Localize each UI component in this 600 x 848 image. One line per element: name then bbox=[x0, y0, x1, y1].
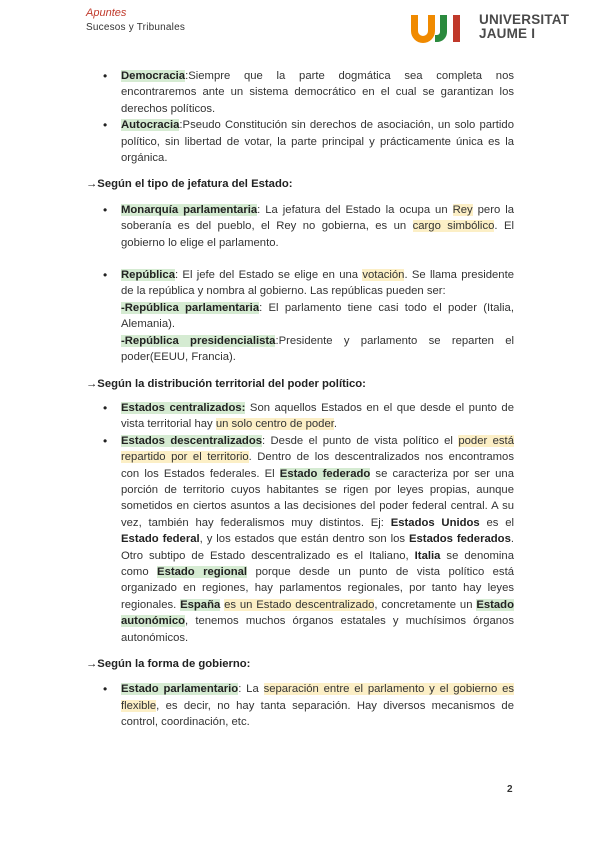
term-monarquia: Monarquía parlamentaria bbox=[121, 203, 258, 216]
gobierno-list bbox=[86, 681, 514, 730]
list-item-democracia bbox=[86, 68, 514, 117]
logo-line1: UNIVERSITAT bbox=[479, 12, 570, 27]
text-fragment: : La jefatura del Estado la ocupa un bbox=[257, 203, 453, 216]
term-estado-federado: Estado federado bbox=[279, 467, 371, 480]
highlight-separacion: separación entre el parlamento y el gobierno es flexible bbox=[121, 683, 514, 712]
text-fragment: es el bbox=[479, 516, 514, 529]
text-fragment: pero la soberanía es del pueblo, el Rey no gobierna, es un bbox=[121, 203, 515, 233]
header-subject: Sucesos y Tribunales bbox=[86, 22, 186, 33]
logo-line2: JAUME I bbox=[479, 26, 536, 41]
text-fragment: : El parlamento tiene casi todo el poder (Italia, Alemania). bbox=[121, 301, 514, 331]
highlight-poder: poder está repartido por el territorio bbox=[121, 434, 514, 464]
term-italia: Italia bbox=[414, 549, 441, 562]
text-fragment: , tenemos muchos órganos estatales y muchísimos órganos autonómicos. bbox=[121, 615, 514, 644]
text-fragment: porque desde un punto de vista político está organizado en regiones, hay parlamentos regionales, por tanto hay leyes regionales. bbox=[121, 565, 514, 611]
list-item-autocracia bbox=[86, 117, 514, 166]
text-fragment: : Desde el punto de vista político el bbox=[262, 434, 459, 447]
term-autocracia: Autocracia bbox=[121, 119, 180, 132]
term-rep-presidencialista: -República presidencialista bbox=[121, 334, 276, 347]
term-eeuu: Estados Unidos bbox=[390, 516, 480, 529]
term-espana: España bbox=[180, 598, 221, 611]
term-descentralizados: Estados descentralizados bbox=[121, 434, 262, 447]
list-item-centralizados bbox=[86, 400, 514, 433]
term-estado-regional: Estado regional bbox=[157, 565, 248, 578]
list-item-descentralizados bbox=[86, 433, 514, 646]
text-fragment: . Dentro de los descentralizados nos encontramos con los Estados federales. El bbox=[121, 451, 514, 480]
text-fragment: : El jefe del Estado se elige en una bbox=[175, 269, 363, 282]
text-fragment: . Se llama presidente de la república y nombra al gobierno. Las repúblicas pueden ser: bbox=[121, 269, 514, 298]
term-estados-federados: Estados federados bbox=[408, 533, 511, 546]
text-fragment: , es decir, no hay tanta separación. Hay diversos mecanismos de control, coordinación, etc. bbox=[121, 699, 514, 729]
highlight-centro: un solo centro de poder bbox=[215, 418, 334, 431]
term-centralizados: Estados centralizados: bbox=[121, 401, 246, 414]
term-republica: República bbox=[121, 269, 175, 282]
text-fragment: , y los estados que están dentro son los bbox=[199, 533, 409, 546]
heading-gobierno: →Según la forma de gobierno: bbox=[86, 658, 251, 670]
highlight-votacion: votación bbox=[362, 269, 405, 282]
highlight-espana: es un Estado descentralizado bbox=[224, 598, 375, 611]
list-item-parlamentario bbox=[86, 681, 514, 730]
text-fragment: :Presidente y parlamento se reparten el poder(EEUU, Francia). bbox=[121, 334, 514, 364]
jefatura-list bbox=[86, 202, 514, 366]
term-estado-autonomico: Estado autonómico bbox=[121, 598, 514, 628]
university-logo bbox=[409, 13, 575, 43]
text-fragment: : La bbox=[238, 683, 264, 696]
text-fragment: . El gobierno lo elige el parlamento. bbox=[121, 220, 514, 249]
page-number: 2 bbox=[507, 784, 513, 795]
term-estado-federal: Estado federal bbox=[121, 533, 200, 546]
header-apuntes: Apuntes bbox=[86, 7, 127, 19]
logo-text bbox=[479, 13, 569, 41]
uji-logo-icon bbox=[409, 13, 471, 43]
term-rep-parlamentaria: -República parlamentaria bbox=[121, 301, 260, 314]
sub-item-rep-presidencialista bbox=[121, 333, 514, 366]
text-fragment: Son aquellos Estados en el que desde el punto de vista territorial hay bbox=[121, 401, 514, 431]
text-autocracia: :Pseudo Constitución sin derechos de asociación, un solo partido político, sin libertad de votar, la parte principal y prácticamente única es la orgánica. bbox=[121, 119, 514, 165]
text-fragment: se denomina como bbox=[121, 549, 514, 578]
term-democracia: Democracia bbox=[121, 70, 186, 82]
territorial-list bbox=[86, 400, 514, 646]
text-fragment: , concretamente un bbox=[374, 598, 477, 611]
list-item-republica bbox=[86, 267, 514, 365]
heading-jefatura: →Según el tipo de jefatura del Estado: bbox=[86, 178, 293, 191]
term-estado-parlamentario: Estado parlamentario bbox=[121, 683, 239, 696]
heading-territorial: →Según la distribución territorial del poder político: bbox=[86, 377, 366, 390]
text-fragment: se caracteriza por ser una porción de territorio cuyos habitantes se rigen por leyes propias, aunque sometidos en ciertos asuntos a las decisiones del poder federal central. A su vez, también hay federalismos muy distintos. Ej: bbox=[121, 467, 514, 529]
document-body bbox=[86, 68, 514, 731]
text-democracia: :Siempre que la parte dogmática sea completa nos encontraremos ante un sistema democrático en el cual se garantizan los derechos políticos. bbox=[121, 70, 514, 115]
highlight-rey: Rey bbox=[452, 203, 473, 216]
highlight-cargo: cargo simbólico bbox=[412, 220, 495, 233]
text-fragment: . Otro subtipo de Estado descentralizado es el Italiano, bbox=[121, 533, 514, 562]
list-item-monarquia bbox=[86, 202, 514, 251]
text-fragment: . bbox=[333, 418, 338, 431]
regime-list bbox=[86, 68, 514, 166]
sub-item-rep-parlamentaria bbox=[121, 300, 514, 333]
